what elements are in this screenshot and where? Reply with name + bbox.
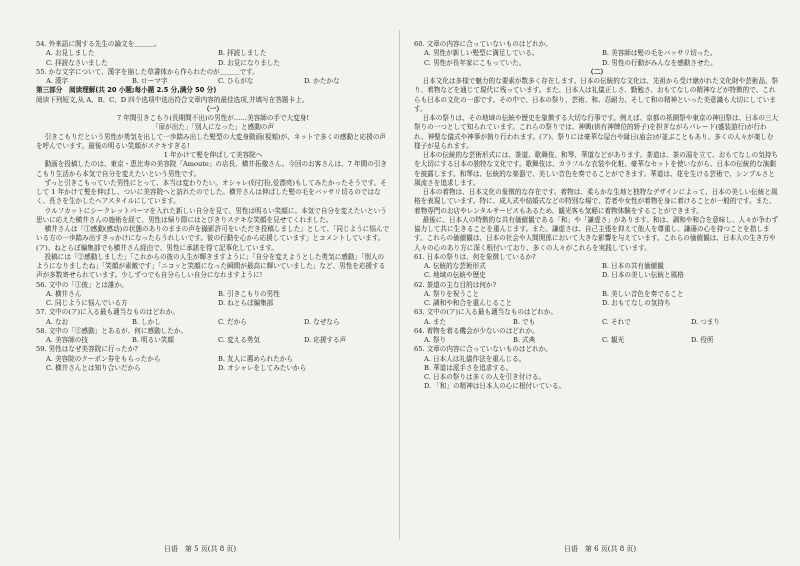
- options: [414, 290, 780, 309]
- option-d: D. ねとらぼ編集部: [218, 299, 274, 307]
- option-d: D. オシャレをしてみたいから: [218, 363, 307, 372]
- question-stem: 56. 文中の「①彼」とは誰か。: [36, 280, 128, 289]
- question-stem: 62. 茶道の主な目的は何か?: [414, 280, 497, 289]
- passage-paragraph: ずっと引きこもっていた男性にとって、本当は変わりたい。オシャレ(好打扮,爱漂亮)もしてみたかったそうです。そして 1 年かけて髪を伸ばし、ついに美容院へと訪れたのでした。横井さんは伸ばした髪の毛をバッサリ切るのではなく、長さを生かしたヘアスタイルにしています。: [36, 178, 387, 206]
- passage-paragraph: 日本文化は多様で魅力的な要素が数多く存在します。日本の伝統的な文化は、先祖から受け継がれた文化財や芸術品、祭り、着物などを通じて現代に残っています。また、日本人は礼儀正しさ、勤勉さ、おもてなしの精神などが特徴的で、これらも日本の文化の一部です。その中で、日本の祭り、芸術、和、忍耐力、そして和の精神といった美意識も大切にしています。: [414, 77, 779, 113]
- option-d: D. 応援する声: [304, 336, 347, 344]
- option-b: B. でも: [513, 317, 536, 326]
- option-a: A. なお: [46, 317, 69, 326]
- option-d: D. かたかな: [304, 77, 340, 85]
- option-b: B. ローマ字: [132, 77, 168, 85]
- question-55: [36, 68, 390, 87]
- question-61: [414, 253, 780, 281]
- question-58: [36, 327, 390, 346]
- question-stem: 59. 男性はなぜ美容院に行ったか?: [36, 345, 138, 354]
- option-a: A. 祭りを祝うこと: [424, 289, 480, 298]
- question-stem: 60. 文章の内容に合っていないものはどれか。: [414, 40, 552, 48]
- question-64: [414, 327, 780, 346]
- passage-paragraph: 横井さんは「①感動(感动)の状態のありのままの声を撮影許可をいただき投稿しました」として、「同じように悩んでいる方の一歩踏み出すきっかけになったらうれしいです。彼の行動を心から応援しています」とコメントしています。(ア)、ねとらぼ編集部でも横井さん経由で、男性に承諾を得て記事化しています。: [36, 225, 390, 252]
- question-stem: 64. 着物を着る機会が少ないのはどれか。: [414, 326, 539, 335]
- option-b: B. 引きこもりの男性: [218, 289, 280, 298]
- page-footer: 日语 第 6 页(共 8 页): [563, 544, 637, 553]
- option-a: A. 男性が新しい髪型に満足している。: [424, 49, 539, 58]
- options: [36, 355, 390, 374]
- question-63: [414, 308, 780, 327]
- option-d: D. 男性の行動がみんなを感動させた。: [602, 58, 717, 67]
- option-c: C. 変える勇気: [218, 336, 260, 344]
- passage-paragraph: 引きこもりだという男性が勇気を出して一歩踏み出した髪型の大変身動画(視頻)が、ネットで多くの感動と応援の声を呼んでいます。最後の明るい笑顔がステキすぎる!: [36, 132, 387, 150]
- passage-paragraph: 日本の祭りは、その地域の伝統や歴史を象徴する大切な行事です。例えば、京都の祇園祭や東京の神田祭は、日本の三大祭りの一つとして知られています。これらの祭りでは、神輿(供有神牌位的轿子)を担ぎながらパレード(盛装游行)が行われ、神聖な儀式や神事が執り行われます。(ア)、祭りには豪華な屋台や縁日(庙会)が並ぶこともあり、多くの人々が楽しむ様子が見られます。: [414, 114, 779, 150]
- option-b: B. 式典: [513, 336, 536, 344]
- options: [36, 77, 390, 86]
- option-b: B. 美しい音色を奏でること: [602, 289, 684, 298]
- option-d: D. おもてなしの気持ち: [602, 299, 671, 307]
- page-footer: 日语 第 5 页(共 8 页): [163, 544, 237, 553]
- question-62: [414, 281, 780, 309]
- option-c: C. 男性が長年家にこもっていた。: [424, 58, 526, 67]
- option-c: C. ひらがな: [218, 77, 254, 85]
- passage-subheading: 1 年かけて髪を伸ばして美容院へ: [163, 151, 263, 159]
- question-65: [414, 345, 780, 391]
- question-stem: 58. 文中の「②感動」とあるが、何に感動したか。: [36, 326, 188, 335]
- option-c: C. 日本の祭りは多くの人を引き付ける。: [424, 373, 546, 381]
- question-stem: 61. 日本の祭りは、何を象徴しているか?: [414, 252, 536, 261]
- question-stem: 63. 文中の(ア)に入る最も適当なものはどれか。: [414, 308, 558, 317]
- option-a: A. 横井さん: [46, 289, 82, 298]
- part3-title: 第三部分 阅读理解(共 20 小题;每小题 2.5 分,满分 50 分): [36, 86, 217, 95]
- option-a: A. 漢字: [46, 77, 69, 85]
- option-c: C. 拝読なさいました: [46, 58, 108, 67]
- option-d: D. 日本の美しい伝統と風格: [602, 271, 684, 280]
- option-c: C. だから: [218, 317, 247, 326]
- options: [414, 336, 780, 345]
- passage1-subheading: 「扉が出た」「別人になった」と感動の声: [152, 123, 274, 132]
- option-c: C. 地域の伝統や歴史: [424, 271, 486, 280]
- right-page: [400, 0, 800, 566]
- option-a: A. 日本人は礼儀作法を重んじる。: [424, 354, 526, 363]
- option-d: D. つまり: [691, 317, 721, 326]
- option-c: C. 同じように悩んでいる方: [46, 299, 128, 307]
- option-d: D. お見になりました: [218, 58, 280, 67]
- options: [36, 290, 390, 309]
- option-b: B. 美容師は髪の毛をバッサリ切った。: [602, 49, 717, 58]
- question-stem: 55. かな文字について、漢字を崩した草書体から作られたのが＿＿＿です。: [36, 67, 259, 76]
- option-a: A. 祭り: [424, 336, 447, 344]
- passage1-heading: 7 年間引きこもり(長期間不出)の男性が……美容師の手で大変身!: [116, 114, 310, 122]
- question-54: [36, 40, 390, 68]
- option-c: C. 観光: [602, 336, 625, 344]
- options: [414, 49, 780, 68]
- question-stem: 65. 文章の内容に合っていないものはどれか。: [414, 345, 552, 354]
- question-stem: 54. 外来語に関する先生の論文を＿＿＿。: [36, 40, 161, 48]
- options: [414, 262, 780, 281]
- option-a: A. お見しました: [46, 49, 95, 58]
- passage-paragraph: 日本の伝統的な芸術形式には、茶道、歌舞伎、和琴、華道などがあります。茶道は、茶の湯を立て、おもてなしの気持ちを大切にする日本の独特な文化です。歌舞伎は、カラフルな衣装や化粧、豪華なセットを使いながら、日本の伝統的な演劇を披露します。和琴は、伝統的な楽器で、美しい音色を奏でることができます。華道は、花を生ける芸術で、シンプルさと風流さを追求します。: [414, 151, 778, 187]
- option-b: B. 友人に薦められたから: [218, 354, 293, 363]
- passage-paragraph: 動画を投稿したのは、東京・恵比寿の美容院「Amoute」の店長、横井拓徹さん。今回のお客さんは、7 年間の引きこもり生活から本気で自分を変えたいという男性です。: [36, 160, 387, 178]
- option-d: D. 「和」の精神は日本人の心に根付いている。: [424, 382, 566, 391]
- option-c: C. 横井さんとは知り合いだから: [46, 363, 141, 372]
- option-a: A. 伝統的な芸術形式: [424, 262, 486, 270]
- passage2-label: （二）: [587, 67, 607, 76]
- option-d: D. 役所: [691, 336, 714, 344]
- option-b: B. しかし: [132, 317, 161, 326]
- question-56: [36, 281, 390, 309]
- option-b: B. 華道は派手さを追求する。: [424, 363, 513, 372]
- passage-paragraph: ウルフカットにシークレットパーマを入れた新しい自分を見て、男性は明るい笑顔に。本気で自分を変えたいという思いに応えた横井さんの施術を経て、男性は帰り際にはとびきりステキな笑顔を見せてくれました。: [36, 206, 387, 224]
- passage-paragraph: 最後に、日本人の特徴的な共有価値観である「和」や「謙虚さ」があります。和は、調和や和合を意味し、人々が争わず協力して共に生きることを重んじます。また、謙虚さは、自己主張を抑えて他人を尊重し、謙遜の心を持つことを指します。これらの価値観は、日本の社会や人間関係において大きな影響を与えています。これらの価値観は、日本人の生き方や人々の心のあり方に深く根付いており、多くの人々がこれらを実践しています。: [414, 215, 779, 252]
- question-60: [414, 40, 780, 68]
- options: [36, 336, 390, 345]
- option-a: A. また: [424, 317, 447, 326]
- option-d: D. なぜなら: [304, 317, 340, 326]
- passage1-label: （一）: [203, 104, 223, 113]
- option-b: B. 明るい笑顔: [132, 336, 175, 344]
- option-c: C. それで: [602, 317, 631, 326]
- question-59: [36, 345, 390, 373]
- passage-paragraph: 日本の着物は、日本文化の象徴的な存在です。着物は、柔らかな生地と独特なデザインによって、日本の美しい伝統と風格を表現しています。特に、成人式や結婚式などの特別な場で、若者や女性が着物を身に着けることが一般的です。また、着物専門のお店やレンタルサービスもあるため、観光客も気軽に着物体験をすることができます。: [414, 188, 778, 215]
- options: [36, 49, 390, 68]
- question-57: [36, 308, 390, 327]
- option-b: B. 日本の共有価値観: [602, 262, 664, 270]
- option-b: B. 拝読しました: [218, 49, 267, 58]
- option-a: A. 美容院のクーポン券をもらったから: [46, 354, 161, 363]
- part3-instruction: 阅读下列短文,从 A、B、C、D 四个选项中选出符合文章内容的最佳选项,并填写在答题卡上。: [36, 95, 309, 104]
- options: [414, 318, 780, 327]
- option-c: C. 調和や和合を重んじること: [424, 299, 513, 307]
- option-a: A. 美容師の技: [46, 336, 88, 344]
- options: [36, 318, 390, 327]
- question-stem: 57. 文中の(ア)に入る最も適当なものはどれか。: [36, 308, 180, 317]
- passage-paragraph: 投稿には「②感動しました」「これからの彼の人生が輝きますように」「自分を変えようとした勇気に感動」「別人のようになりましたね」「笑顔が素敵です」「ニコッと笑顔になった瞬間が最高に輝いていました」など、男性を応援する声が多数寄せられています。少しずつでも自分らしい自分になれますように!: [36, 252, 386, 280]
